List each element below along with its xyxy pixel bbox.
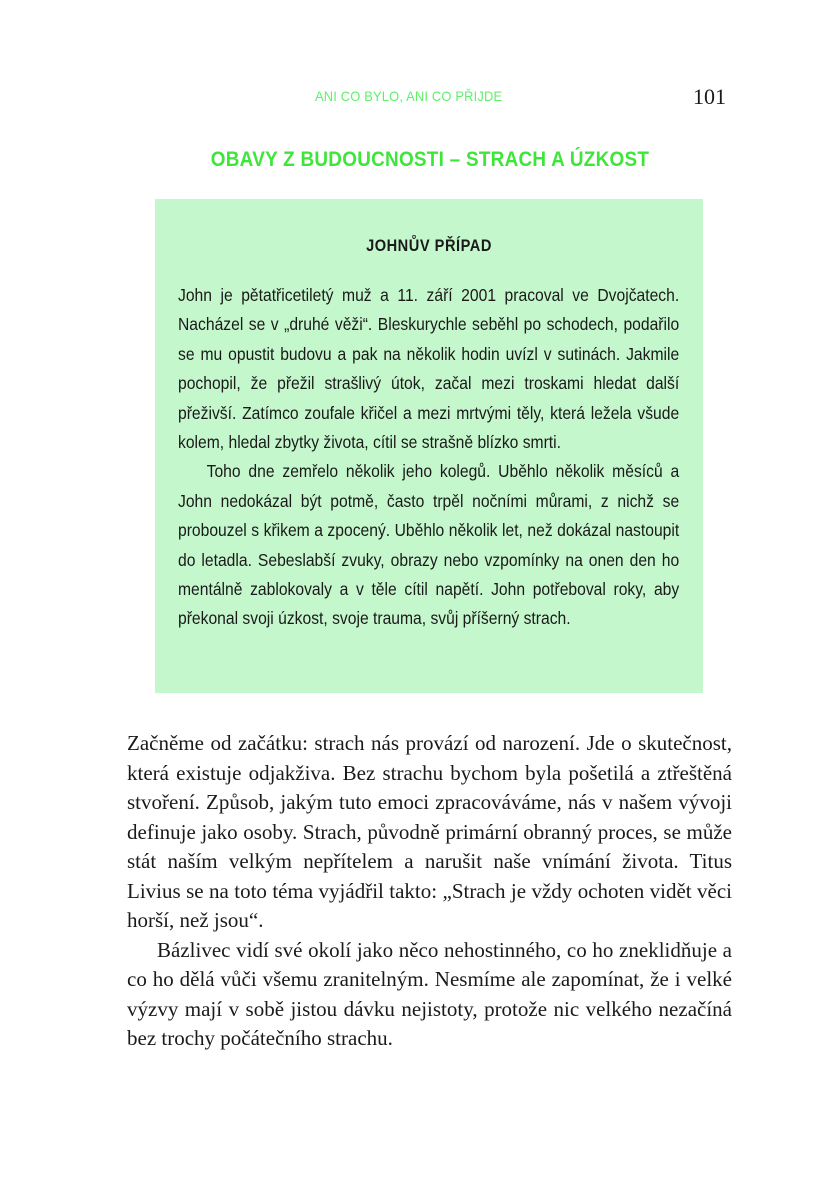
body-paragraph: Začněme od začátku: strach nás provází od narození. Jde o skutečnost, která existuje odjakživa. Bez strachu bychom byla pošetilá a ztřeštěná stvoření. Způsob, jakým tuto emoci zpracováváme, nás v našem vývoji definuje jako osoby. Strach, původně primární obranný proces, se může stát naším velkým nepřítelem a narušit naše vnímání života. Titus Livius se na toto téma vyjádřil takto: „Strach je vždy ochoten vidět věci horší, než jsou“. — [127, 731, 732, 932]
case-paragraph: John je pětatřicetiletý muž a 11. září 2001 pracoval ve Dvojčatech. Nacházel se v „druhé věži“. Bleskurychle seběhl po schodech, podařilo se mu opustit budovu a pak na několik hodin uvízl v sutinách. Jakmile pochopil, že přežil strašlivý útok, začal mezi troskami hledat další přeživší. Zatímco zoufale křičel a mezi mrtvými těly, která ležela všude kolem, hledal zbytky života, cítil se strašně blízko smrti. — [178, 285, 680, 453]
case-paragraph: Toho dne zemřelo několik jeho kolegů. Uběhlo několik měsíců a John nedokázal být potmě, často trpěl nočními můrami, z nichž se probouzel s křikem a zpocený. Uběhlo několik let, než dokázal nastoupit do letadla. Sebeslabší zvuky, obrazy nebo vzpomínky na onen den ho mentálně zablokovaly a v těle cítil napětí. John potřeboval roky, aby překonal svoji úzkost, svoje trauma, svůj příšerný strach. — [178, 461, 680, 629]
body-paragraph: Bázlivec vidí své okolí jako něco nehostinného, co ho zneklidňuje a co ho dělá vůči všemu zranitelným. Nesmíme ale zapomínat, že i velké výzvy mají v sobě jistou dávku nejistoty, protože nic velkého nezačíná bez trochy počátečního strachu. — [127, 937, 732, 1050]
running-title: ANI CO BYLO, ANI CO PŘIJDE — [315, 88, 503, 104]
page-number: 101 — [693, 84, 726, 109]
running-header — [0, 84, 835, 114]
case-study-text — [178, 281, 679, 634]
main-body-text — [127, 729, 732, 1054]
case-study-title: JOHNŮV PŘÍPAD — [366, 236, 492, 255]
chapter-title: OBAVY Z BUDOUCNOSTI – STRACH A ÚZKOST — [210, 148, 650, 171]
